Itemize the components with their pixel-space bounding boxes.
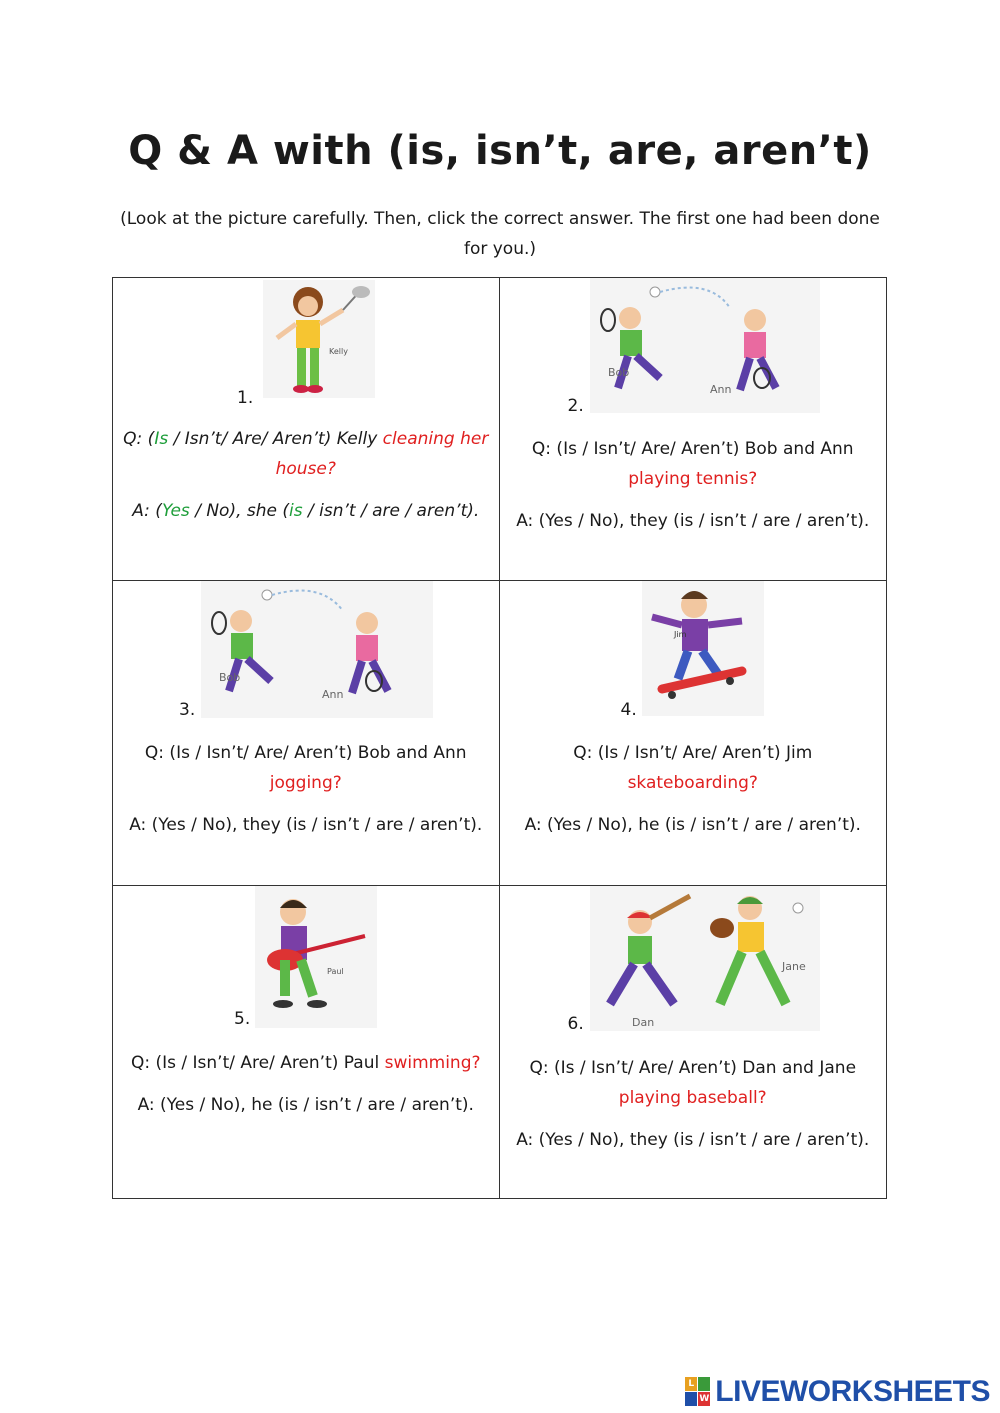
answer-text[interactable]: A: (Yes / No), they (is / isn’t / are / aren’t). (129, 815, 483, 835)
question-text: Q: (Is / Isn’t/ Are/ Aren’t) Bob and Ann jogging? (144, 743, 467, 793)
name-label: Dan (631, 1016, 654, 1029)
question-text: Q: (Is / Isn’t/ Are/ Aren’t) Dan and Jane playing baseball? (529, 1058, 857, 1108)
question-text: Q: (Is / Isn’t/ Are/ Aren’t) Paul swimming? (130, 1053, 481, 1073)
dan-jane-baseball-picture (590, 886, 820, 1031)
selected-option-is[interactable]: Is (154, 429, 169, 449)
question-number: 4. (620, 700, 637, 720)
selected-option-yes[interactable]: Yes (161, 501, 190, 521)
qa-block (508, 1053, 879, 1155)
name-label: Paul (327, 967, 344, 976)
action-phrase: jogging? (269, 773, 342, 793)
action-phrase: cleaning her house? (275, 429, 489, 479)
question-number: 5. (234, 1009, 251, 1029)
kelly-cleaning-picture (263, 280, 375, 398)
liveworksheets-footer (685, 1374, 990, 1410)
question-number: 1. (237, 388, 254, 408)
question-number: 6. (567, 1014, 584, 1034)
question-cell-4 (500, 581, 887, 886)
answer-text: A: (Yes / No), she (is / isn’t / are / aren’t). (132, 501, 480, 521)
answer-text[interactable]: A: (Yes / No), they (is / isn’t / are / aren’t). (516, 511, 870, 531)
qa-block (121, 424, 491, 526)
worksheet-title: Q & A with (is, isn’t, are, aren’t) (128, 128, 872, 174)
brand-name[interactable]: LIVEWORKSHEETS (715, 1375, 990, 1408)
question-cell-6 (500, 886, 887, 1198)
answer-text[interactable]: A: (Yes / No), he (is / isn’t / are / aren’t). (137, 1095, 474, 1115)
name-label: Ann (322, 688, 344, 701)
question-text: Q: (Is / Isn’t/ Are/ Aren’t) Kelly cleaning her house? (123, 429, 489, 479)
jim-skateboarding-picture (642, 581, 764, 716)
question-cell-3 (113, 581, 500, 886)
question-cell-2 (500, 278, 887, 581)
bob-ann-picture (201, 581, 433, 718)
name-label: Jim (673, 630, 686, 639)
selected-option-is[interactable]: is (289, 501, 303, 521)
question-grid (112, 277, 887, 1199)
name-label: Bob (219, 671, 241, 684)
qa-block (121, 1048, 491, 1120)
name-label: Kelly (329, 347, 348, 356)
action-phrase: swimming? (384, 1053, 481, 1073)
answer-text[interactable]: A: (Yes / No), they (is / isn’t / are / aren’t). (516, 1130, 870, 1150)
qa-block (121, 738, 491, 840)
answer-text[interactable]: A: (Yes / No), he (is / isn’t / are / aren’t). (524, 815, 861, 835)
qa-block (508, 738, 879, 840)
instructions: (Look at the picture carefully. Then, click the correct answer. The first one had been done for you.) (120, 209, 880, 259)
name-label: Ann (709, 383, 731, 396)
name-label: Jane (781, 960, 806, 973)
bob-ann-tennis-picture (590, 278, 820, 413)
question-text: Q: (Is / Isn’t/ Are/ Aren’t) Jim skateboarding? (573, 743, 813, 793)
action-phrase: playing tennis? (628, 469, 758, 489)
name-label: Bob (607, 366, 629, 379)
question-number: 3. (179, 700, 196, 720)
action-phrase: skateboarding? (627, 773, 758, 793)
question-number: 2. (567, 396, 584, 416)
question-cell-5 (113, 886, 500, 1198)
question-text: Q: (Is / Isn’t/ Are/ Aren’t) Bob and Ann playing tennis? (531, 439, 854, 489)
paul-guitar-picture (255, 886, 377, 1028)
question-cell-1 (113, 278, 500, 581)
liveworksheets-logo-icon: L W (685, 1377, 711, 1407)
action-phrase: playing baseball? (618, 1088, 767, 1108)
qa-block (508, 434, 879, 536)
